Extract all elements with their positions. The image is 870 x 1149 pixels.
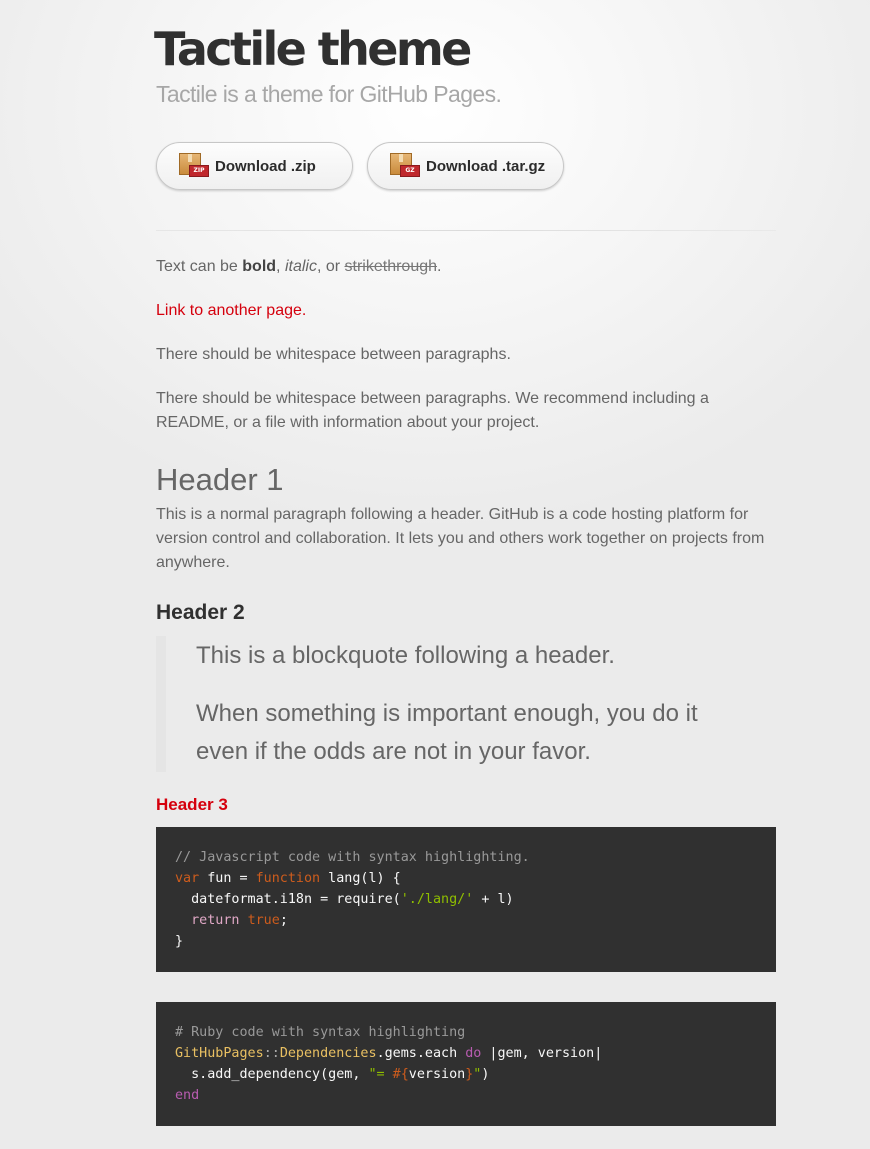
- archive-box-icon: [388, 153, 420, 179]
- javascript-code-block: // Javascript code with syntax highlighting. var fun = function lang(l) { dateformat.i18n = require('./lang/' + l) return true; }: [156, 827, 776, 972]
- whitespace-paragraph: There should be whitespace between paragraphs.: [156, 346, 511, 363]
- blockquote-line: When something is important enough, you do it: [196, 700, 698, 727]
- archive-box-icon: [177, 153, 209, 179]
- zip-badge: ZIP: [189, 165, 209, 177]
- download-zip-label: Download .zip: [215, 157, 316, 175]
- bold-text: bold: [242, 258, 277, 275]
- another-page-link[interactable]: Link to another page: [156, 302, 302, 319]
- header-1: Header 1: [156, 462, 284, 497]
- blockquote-line: This is a blockquote following a header.: [196, 642, 615, 669]
- gz-badge: GZ: [400, 165, 420, 177]
- site-tagline: Tactile is a theme for GitHub Pages.: [156, 81, 502, 107]
- header-3: Header 3: [156, 795, 228, 814]
- readme-paragraph: There should be whitespace between paragraphs. We recommend including a README, or a file with information about your project.: [156, 390, 709, 431]
- ruby-code-block: # Ruby code with syntax highlighting GitHubPages::Dependencies.gems.each do |gem, version| s.add_dependency(gem, "= #{version}") end: [156, 1002, 776, 1126]
- download-tar-label: Download .tar.gz: [426, 157, 546, 175]
- formatting-paragraph: Text can be bold, italic, or strikethrough.: [156, 258, 442, 275]
- header-2: Header 2: [156, 601, 245, 624]
- download-zip-button[interactable]: [156, 142, 353, 190]
- italic-text: italic: [284, 258, 317, 275]
- header-divider: [156, 230, 776, 231]
- download-tar-button[interactable]: [367, 142, 564, 190]
- blockquote-line: even if the odds are not in your favor.: [196, 738, 591, 765]
- link-paragraph: Link to another page.: [156, 302, 307, 319]
- blockquote: [156, 636, 776, 772]
- normal-paragraph: This is a normal paragraph following a header. GitHub is a code hosting platform for version control and collaboration. It lets you and others work together on projects from anywhere.: [156, 506, 765, 571]
- site-title: Tactile theme: [154, 22, 470, 76]
- strikethrough-text: strikethrough: [344, 258, 438, 275]
